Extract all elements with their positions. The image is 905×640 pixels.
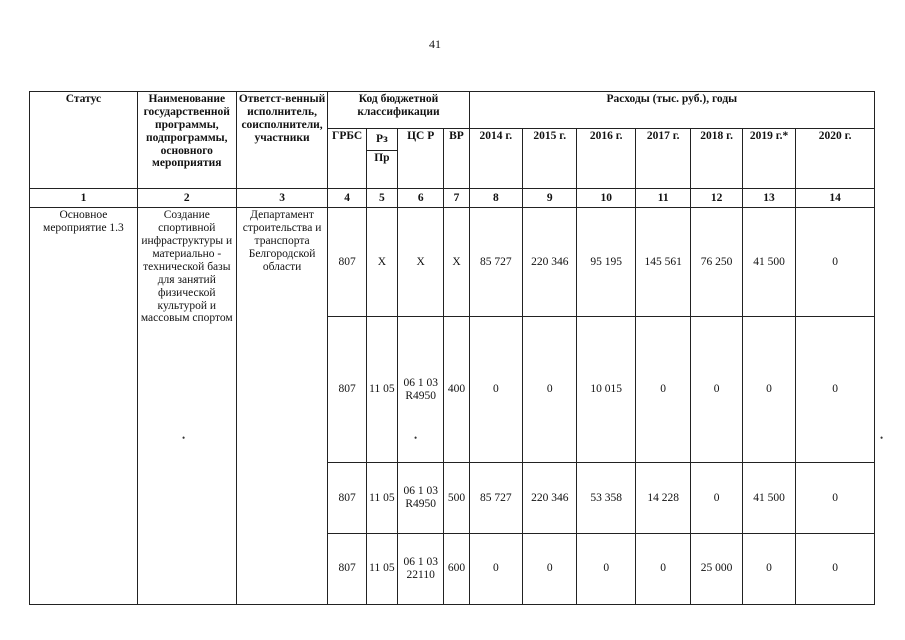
column-number: 9 [523,189,577,208]
cell-2014: 0 [469,316,522,463]
column-number: 10 [577,189,635,208]
cell-2015: 0 [523,316,577,463]
cell-2020: 0 [796,208,875,316]
cell-2016: 95 195 [577,208,635,316]
budget-table [29,91,875,605]
cell-2019: 0 [742,533,795,604]
cell-csr: 06 1 03 22110 [398,533,444,604]
header-expenses: Расходы (тыс. руб.), годы [469,92,874,129]
cell-rz-pr: Х [366,208,397,316]
column-number: 6 [398,189,444,208]
column-number-row [30,189,875,208]
cell-2018: 76 250 [691,208,742,316]
cell-rz-pr: 11 05 [366,316,397,463]
header-year-2015: 2015 г. [523,129,577,189]
cell-grbs: 807 [328,533,366,604]
column-number: 7 [444,189,469,208]
column-number: 4 [328,189,366,208]
column-number: 8 [469,189,522,208]
cell-2014: 85 727 [469,208,522,316]
header-year-2020: 2020 г. [796,129,875,189]
page-number: 41 [429,37,441,51]
cell-2019: 41 500 [742,463,795,533]
header-row-1 [30,92,875,129]
cell-vr: 500 [444,463,469,533]
header-executor: Ответст-венный исполнитель, соисполнители, участники [236,92,328,189]
cell-rz-pr: 11 05 [366,533,397,604]
cell-2019: 41 500 [742,208,795,316]
scan-dot: • [880,433,884,443]
column-number: 13 [742,189,795,208]
column-number: 5 [366,189,397,208]
cell-rz-pr: 11 05 [366,463,397,533]
table-row [30,208,875,316]
header-year-2019: 2019 г.* [742,129,795,189]
header-year-2016: 2016 г. [577,129,635,189]
cell-2020: 0 [796,316,875,463]
header-year-2018: 2018 г. [691,129,742,189]
cell-2016: 10 015 [577,316,635,463]
cell-vr: 400 [444,316,469,463]
row-status: Основное мероприятие 1.3 [30,208,138,605]
column-number: 3 [236,189,328,208]
cell-2017: 0 [635,316,690,463]
row-name: Создание спортивной инфраструктуры и материально - технической базы для занятий физической культурой и массовым спортом [137,208,236,605]
header-name: Наименование государственной программы, подпрограммы, основного мероприятия [137,92,236,189]
cell-2017: 145 561 [635,208,690,316]
column-number: 11 [635,189,690,208]
header-pr: Пр [366,151,397,189]
cell-2018: 0 [691,316,742,463]
header-budget-code: Код бюджетной классификации [328,92,469,129]
cell-grbs: 807 [328,463,366,533]
cell-vr: Х [444,208,469,316]
cell-grbs: 807 [328,316,366,463]
row-executor: Департамент строительства и транспорта Белгородской области [236,208,328,605]
header-vr: ВР [444,129,469,189]
cell-csr: 06 1 03 R4950 [398,316,444,463]
cell-2020: 0 [796,463,875,533]
cell-csr: 06 1 03 R4950 [398,463,444,533]
cell-2016: 53 358 [577,463,635,533]
column-number: 1 [30,189,138,208]
header-year-2017: 2017 г. [635,129,690,189]
column-number: 12 [691,189,742,208]
header-grbs: ГРБС [328,129,366,189]
cell-2017: 0 [635,533,690,604]
cell-2017: 14 228 [635,463,690,533]
cell-vr: 600 [444,533,469,604]
cell-2016: 0 [577,533,635,604]
header-year-2014: 2014 г. [469,129,522,189]
cell-2014: 85 727 [469,463,522,533]
cell-2018: 0 [691,463,742,533]
cell-2018: 25 000 [691,533,742,604]
cell-2014: 0 [469,533,522,604]
cell-2020: 0 [796,533,875,604]
header-csr: ЦС Р [398,129,444,189]
column-number: 2 [137,189,236,208]
header-rz: Рз [366,129,397,151]
cell-csr: Х [398,208,444,316]
cell-2015: 220 346 [523,463,577,533]
scan-dot: • [182,433,186,443]
column-number: 14 [796,189,875,208]
cell-2015: 220 346 [523,208,577,316]
scan-dot: • [414,433,418,443]
cell-2019: 0 [742,316,795,463]
cell-grbs: 807 [328,208,366,316]
header-status: Статус [30,92,138,189]
cell-2015: 0 [523,533,577,604]
